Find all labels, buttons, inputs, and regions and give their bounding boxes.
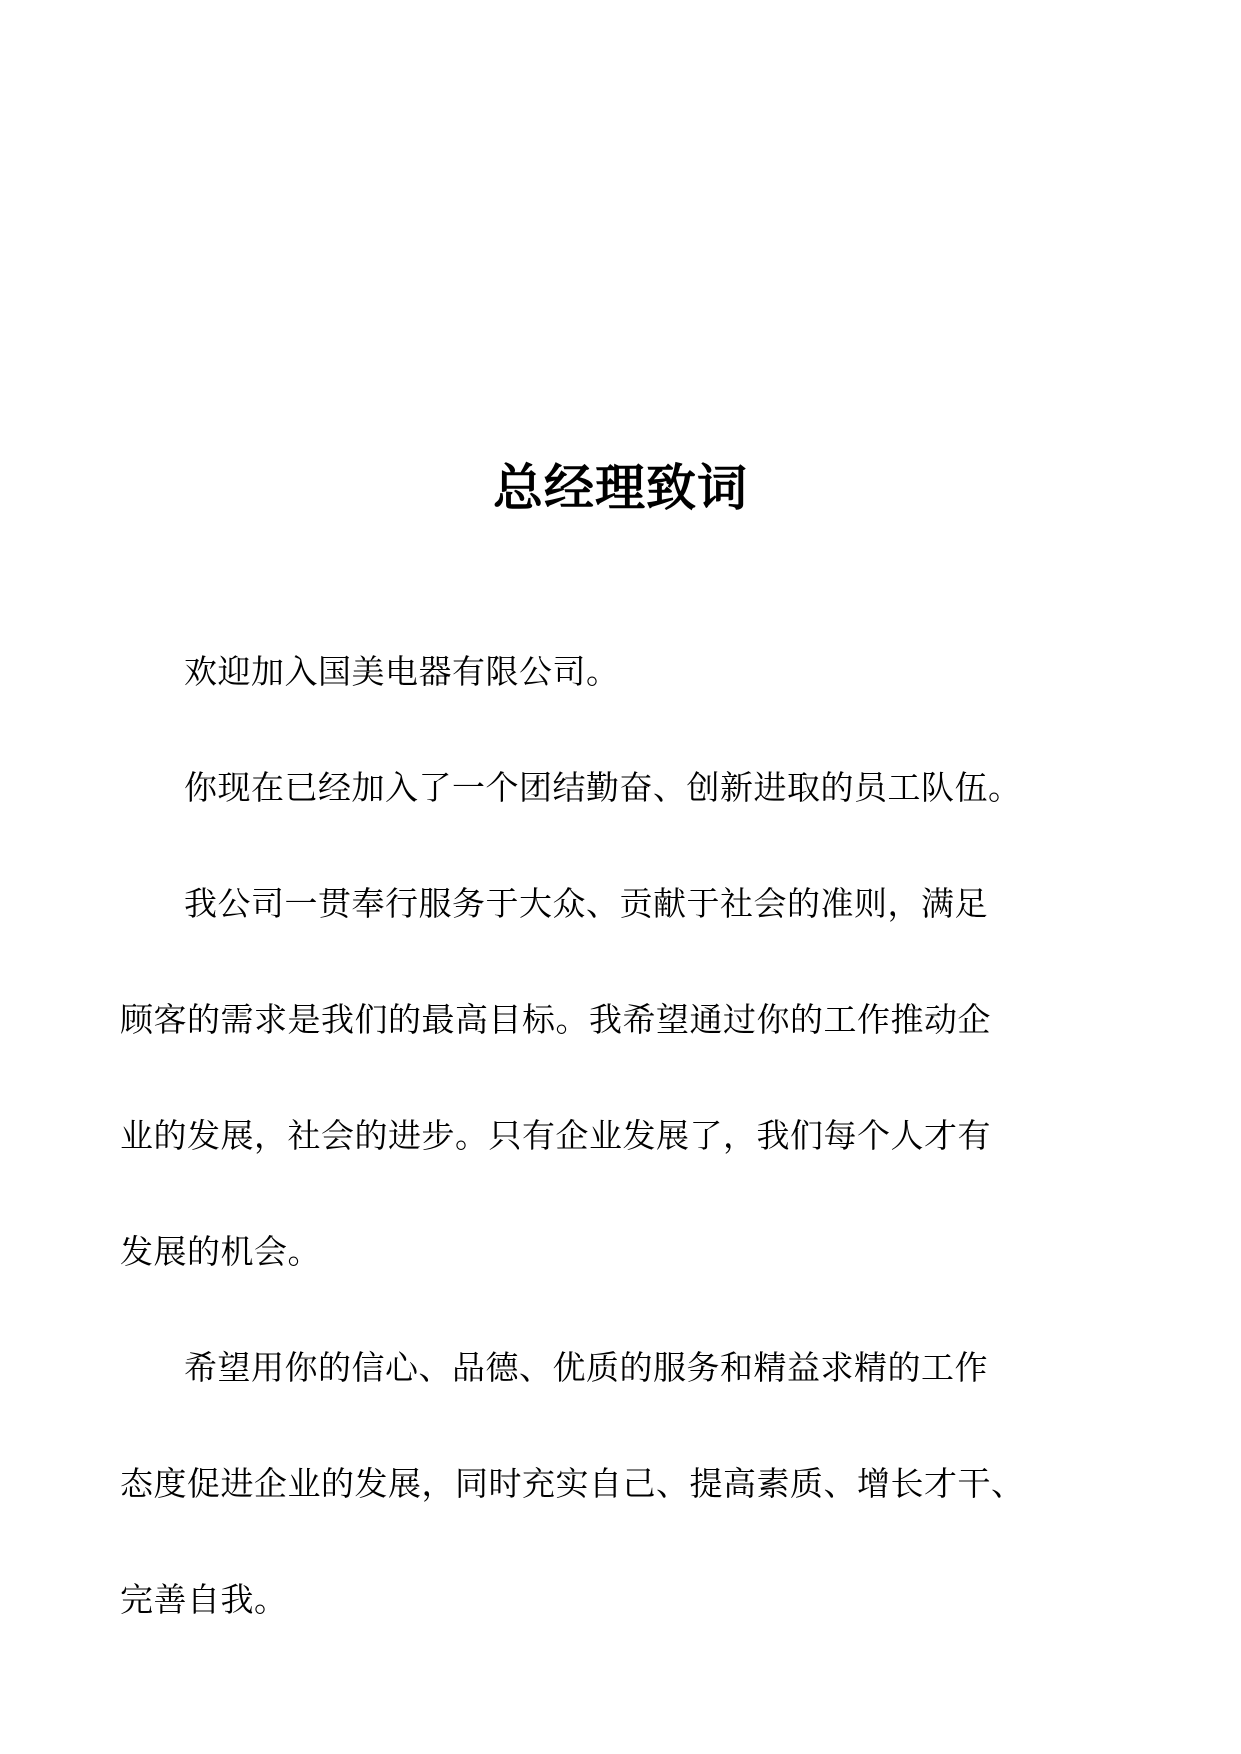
- page-title: 总经理致词: [493, 459, 748, 517]
- paragraph-line-2: 你现在已经加入了一个团结勤奋、创新进取的员工队伍。: [184, 768, 1022, 807]
- paragraph-line-5: 业的发展，社会的进步。只有企业发展了，我们每个人才有: [120, 1116, 991, 1155]
- paragraph-line-1: 欢迎加入国美电器有限公司。: [184, 652, 620, 691]
- paragraph-line-6: 发展的机会。: [120, 1232, 321, 1271]
- paragraph-line-3: 我公司一贯奉行服务于大众、贡献于社会的准则，满足: [184, 884, 988, 923]
- paragraph-line-4: 顾客的需求是我们的最高目标。我希望通过你的工作推动企: [120, 1000, 991, 1039]
- paragraph-line-9: 完善自我。: [120, 1580, 288, 1619]
- paragraph-line-7: 希望用你的信心、品德、优质的服务和精益求精的工作: [184, 1348, 988, 1387]
- paragraph-line-8: 态度促进企业的发展，同时充实自己、提高素质、增长才干、: [120, 1464, 1025, 1503]
